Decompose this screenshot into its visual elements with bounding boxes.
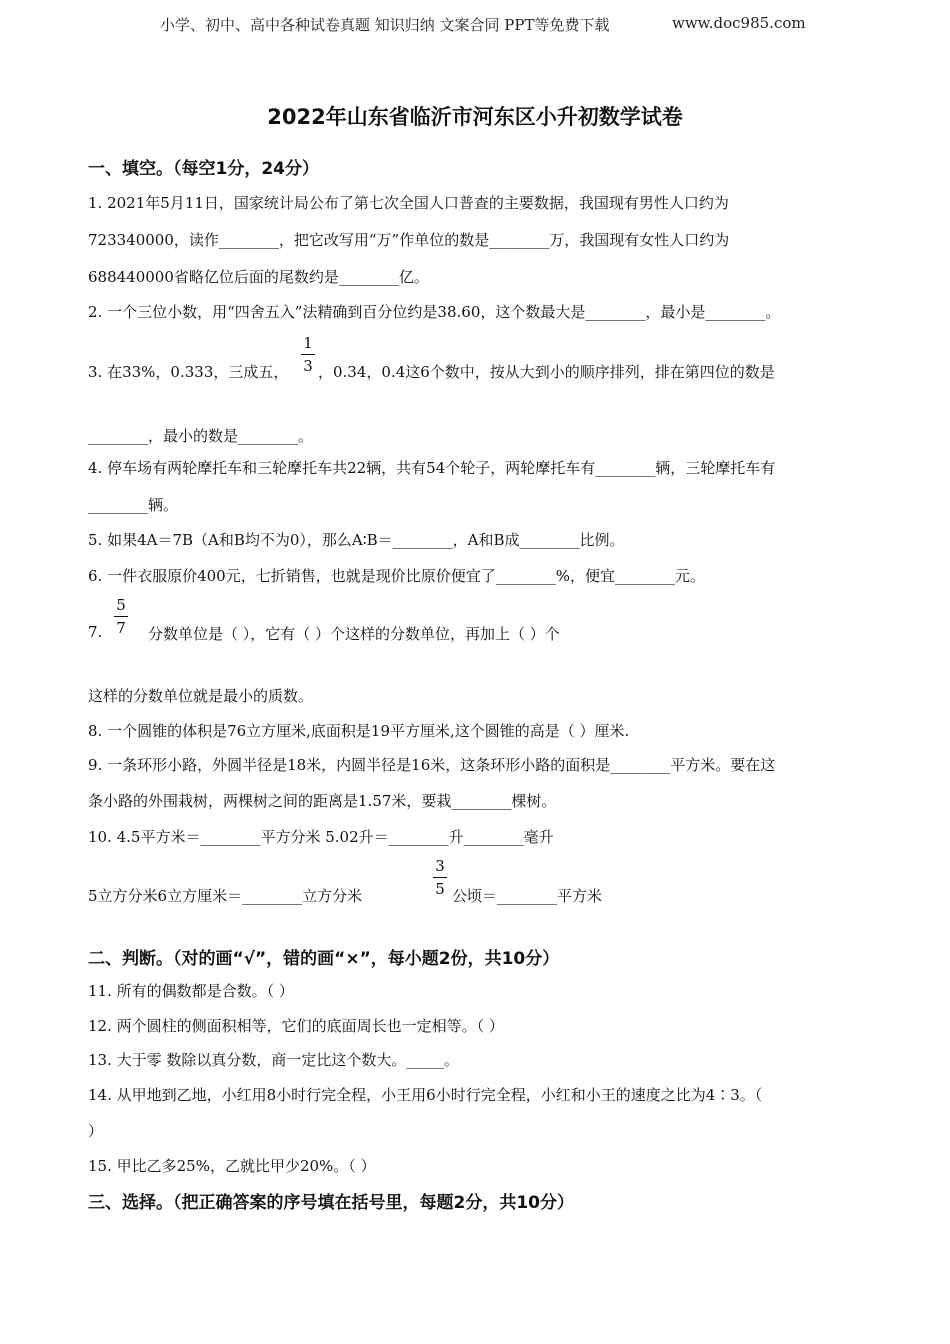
section-1-heading: 一、填空。（每空1分，24分）: [88, 159, 319, 179]
question-6: 6. 一件衣服原价400元，七折销售，也就是现价比原价便宜了________%，便宜________元。: [88, 567, 705, 585]
question-10-line-2a: 5立方分米6立方厘米＝________立方分米: [88, 887, 363, 905]
fraction-bar: [114, 616, 128, 617]
question-13: 13. 大于零 数除以真分数，商一定比这个数大。_____。: [88, 1051, 459, 1069]
header-banner-text: 小学、初中、高中各种试卷真题 知识归纳 文案合同 PPT等免费下载: [160, 16, 610, 34]
question-7-text: 分数单位是（ ），它有（ ）个这样的分数单位，再加上（ ）个: [148, 625, 560, 643]
question-1-line-2: 723340000，读作________，把它改写用“万”作单位的数是________万，我国现有女性人口约为: [88, 231, 730, 249]
question-3-after: ，0.34，0.4这6个数中，按从大到小的顺序排列，排在第四位的数是: [318, 363, 775, 381]
section-2-heading: 二、判断。（对的画“√”，错的画“×”，每小题2份，共10分）: [88, 949, 560, 969]
fraction-denominator: 3: [303, 357, 313, 375]
question-4-line-1: 4. 停车场有两轮摩托车和三轮摩托车共22辆，共有54个轮子，两轮摩托车有________辆，三轮摩托车有: [88, 459, 776, 477]
question-11: 11. 所有的偶数都是合数。（ ）: [88, 982, 294, 1000]
fraction-bar: [433, 877, 447, 878]
question-14-line-2: ）: [88, 1122, 104, 1140]
question-15: 15. 甲比乙多25%，乙就比甲少20%。（ ）: [88, 1157, 376, 1175]
fraction-numerator: 3: [435, 857, 445, 875]
fraction-denominator: 7: [116, 619, 126, 637]
question-3-before: 3. 在33%，0.333，三成五，: [88, 363, 289, 381]
fraction-denominator: 5: [435, 880, 445, 898]
question-1-line-3: 688440000省略亿位后面的尾数约是________亿。: [88, 268, 429, 286]
question-14-line-1: 14. 从甲地到乙地，小红用8小时行完全程，小王用6小时行完全程，小红和小王的速度之比为4∶3。（: [88, 1086, 763, 1104]
question-7-number: 7.: [88, 623, 103, 641]
question-9-line-1: 9. 一条环形小路，外圆半径是18米，内圆半径是16米，这条环形小路的面积是________平方米。要在这: [88, 756, 776, 774]
question-10-line-1: 10. 4.5平方米＝________平方分米 5.02升＝________升________毫升: [88, 828, 554, 846]
header-website-link[interactable]: www.doc985.com: [672, 14, 806, 32]
question-3-fraction: [301, 334, 315, 375]
fraction-numerator: 5: [116, 596, 126, 614]
question-3-line-2: ________，最小的数是________。: [88, 427, 314, 445]
fraction-numerator: 1: [303, 334, 313, 352]
question-8: 8. 一个圆锥的体积是76立方厘米,底面积是19平方厘米,这个圆锥的高是（ ）厘米.: [88, 722, 630, 740]
question-4-line-2: ________辆。: [88, 496, 179, 514]
question-2: 2. 一个三位小数，用“四舍五入”法精确到百分位约是38.60，这个数最大是________，最小是________。: [88, 303, 781, 321]
page-title: 2022年山东省临沂市河东区小升初数学试卷: [267, 105, 683, 129]
question-12: 12. 两个圆柱的侧面积相等，它们的底面周长也一定相等。（ ）: [88, 1017, 504, 1035]
question-9-line-2: 条小路的外围栽树，两棵树之间的距离是1.57米，要栽________棵树。: [88, 792, 557, 810]
fraction-bar: [301, 354, 315, 355]
question-10-line-2b: 公顷＝________平方米: [452, 887, 603, 905]
question-10-fraction: [433, 857, 447, 898]
section-3-heading: 三、选择。（把正确答案的序号填在括号里，每题2分，共10分）: [88, 1193, 574, 1213]
question-7-line-2: 这样的分数单位就是最小的质数。: [88, 687, 314, 705]
question-5: 5. 如果4A＝7B（A和B均不为0），那么A∶B＝________，A和B成________比例。: [88, 531, 625, 549]
question-7-fraction: [114, 596, 128, 637]
question-1-line-1: 1. 2021年5月11日，国家统计局公布了第七次全国人口普查的主要数据，我国现有男性人口约为: [88, 194, 729, 212]
